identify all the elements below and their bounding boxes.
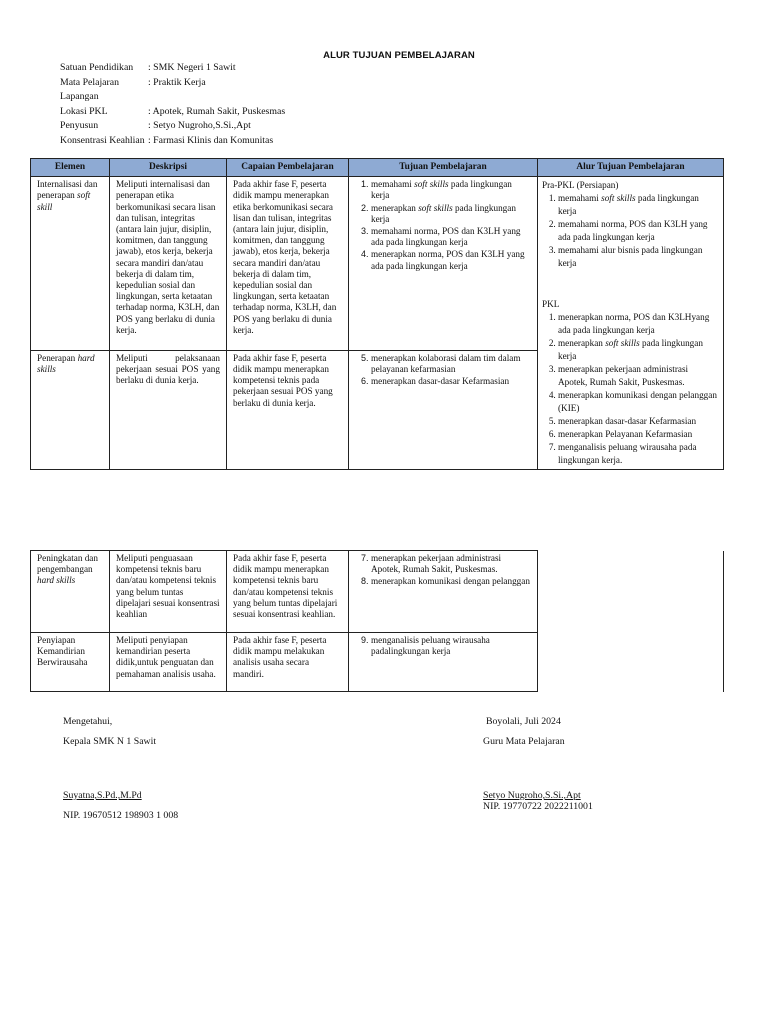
list-item: 2. memahami norma, POS dan K3LH yang ada pada lingkungan kerja — [558, 218, 717, 244]
list-item: 4. menerapkan norma, POS dan K3LH yang ada pada lingkungan kerja — [371, 249, 531, 271]
cell-tujuan — [349, 350, 538, 469]
list-item: 3. memahami alur bisnis pada lingkungan kerja — [558, 244, 717, 270]
cell-elemen: Internalisasi dan penerapan soft skill — [31, 177, 110, 351]
list-item: 1. menerapkan norma, POS dan K3LHyang ada pada lingkungan kerja — [558, 311, 717, 337]
meta-label: Satuan Pendidikan — [60, 62, 134, 73]
list-item: 9. menganalisis peluang wirausaha padalingkungan kerja — [371, 635, 531, 657]
cell-alur — [538, 177, 724, 470]
atp-table-part-2 — [30, 550, 724, 692]
cell-capaian: Pada akhir fase F, peserta didik mampu menerapkan kompetensi teknis baru dan/atau kompetensi teknis yang belum tuntas dipelajari sesuai konsentrasi keahlian. — [227, 551, 349, 633]
header-tujuan: Tujuan Pembelajaran — [349, 159, 538, 177]
atp-table-part-1 — [30, 158, 724, 470]
signature-left-greeting: Mengetahui, — [63, 716, 113, 727]
signature-right-nip: NIP. 19770722 2022211001 — [483, 801, 593, 812]
alur-pkl-list — [542, 311, 717, 467]
header-alur: Alur Tujuan Pembelajaran — [538, 159, 724, 177]
tujuan-list — [355, 553, 531, 588]
table-row — [31, 177, 724, 351]
cell-deskripsi: Meliputi penguasaan kompetensi teknis baru dan/atau kompetensi teknis yang belum tuntas dipelajari sesuai konsentrasi keahlian — [110, 551, 227, 633]
signature-left-nip: NIP. 19670512 198903 1 008 — [63, 810, 179, 821]
cell-deskripsi: Meliputi pelaksanaan pekerjaan sesuai POS yang berlaku di dunia kerja. — [110, 350, 227, 469]
list-item: 8. menerapkan komunikasi dengan pelanggan — [371, 576, 531, 587]
meta-label: Penyusun — [60, 120, 99, 132]
cell-capaian: Pada akhir fase F, peserta didik mampu menerapkan kompetensi teknis pada pekerjaan sesuai POS yang berlaku di dunia kerja. — [227, 350, 349, 469]
signature-right-name: Setyo Nugroho,S.Si.,Apt — [483, 790, 581, 801]
alur-pra-list — [542, 192, 717, 270]
tujuan-list — [355, 635, 531, 657]
cell-deskripsi: Meliputi internalisasi dan penerapan etika berkomunikasi secara lisan dan tulisan, integritas (antara lain jujur, disiplin, komitmen, dan tanggung jawab), etos kerja, bekerja secara mandiri dan/atau bekerja di dalam tim, kepedulian sosial dan lingkungan, serta ketaatan terhadap norma, K3LH, dan POS yang berlaku di dunia kerja. — [110, 177, 227, 351]
list-item: 4. menerapkan komunikasi dengan pelanggan (KIE) — [558, 389, 717, 415]
meta-label: Konsentrasi Keahlian — [60, 134, 145, 146]
list-item: 1. memahami soft skills pada lingkungan kerja — [371, 179, 531, 201]
header-elemen: Elemen — [31, 159, 110, 177]
cell-capaian: Pada akhir fase F, peserta didik mampu melakukan analisis usaha secara mandiri. — [227, 633, 349, 692]
meta-value: : Apotek, Rumah Sakit, Puskesmas — [148, 105, 286, 117]
table-row — [31, 551, 724, 633]
header-capaian: Capaian Pembelajaran — [227, 159, 349, 177]
list-item: 1. memahami soft skills pada lingkungan kerja — [558, 192, 717, 218]
cell-elemen: Penerapan hard skills — [31, 350, 110, 469]
list-item: 2. menerapkan soft skills pada lingkungan kerja — [371, 203, 531, 225]
header-deskripsi: Deskripsi — [110, 159, 227, 177]
cell-deskripsi: Meliputi penyiapan kemandirian peserta didik,untuk penguatan dan pemahaman analisis usaha. — [110, 633, 227, 692]
signature-left-name: Suyatna,S.Pd.,M.Pd — [63, 790, 142, 801]
cell-alur-empty — [538, 551, 724, 692]
list-item: 3. memahami norma, POS dan K3LH yang ada pada lingkungan kerja — [371, 226, 531, 248]
meta-value: : Farmasi Klinis dan Komunitas — [148, 134, 274, 146]
table-header-row — [31, 159, 724, 177]
list-item: 6. menerapkan dasar-dasar Kefarmasian — [371, 376, 531, 387]
document-title: ALUR TUJUAN PEMBELAJARAN — [323, 50, 475, 61]
list-item: 7. menerapkan pekerjaan administrasi Apotek, Rumah Sakit, Puskesmas. — [371, 553, 531, 575]
cell-elemen: Penyiapan Kemandirian Berwirausaha — [31, 633, 110, 692]
meta-label: Mata Pelajaran Lapangan — [60, 76, 120, 103]
meta-value: : Praktik Kerja — [148, 76, 206, 88]
list-item: 2. menerapkan soft skills pada lingkungan kerja — [558, 337, 717, 363]
list-item: 7. menganalisis peluang wirausaha pada lingkungan kerja. — [558, 441, 717, 467]
list-item: 6. menerapkan Pelayanan Kefarmasian — [558, 428, 717, 441]
alur-pra-heading: Pra-PKL (Persiapan) — [542, 180, 619, 191]
tujuan-list — [355, 179, 531, 272]
alur-pkl-heading: PKL — [542, 299, 560, 310]
list-item: 5. menerapkan kolaborasi dalam tim dalam pelayanan kefarmasian — [371, 353, 531, 375]
cell-elemen: Peningkatan dan pengembangan hard skills — [31, 551, 110, 633]
signature-left-role: Kepala SMK N 1 Sawit — [63, 736, 157, 747]
list-item: 5. menerapkan dasar-dasar Kefarmasian — [558, 415, 717, 428]
cell-tujuan — [349, 551, 538, 633]
meta-value: : Setyo Nugroho,S.Si.,Apt — [148, 120, 251, 132]
signature-right-place-date: Boyolali, Juli 2024 — [486, 716, 561, 727]
meta-label: Lokasi PKL — [60, 105, 108, 117]
cell-tujuan — [349, 177, 538, 351]
tujuan-list — [355, 353, 531, 388]
list-item: 3. menerapkan pekerjaan administrasi Apotek, Rumah Sakit, Puskesmas. — [558, 363, 717, 389]
cell-tujuan — [349, 633, 538, 692]
signature-right-role: Guru Mata Pelajaran — [483, 736, 565, 747]
cell-capaian: Pada akhir fase F, peserta didik mampu menerapkan etika berkomunikasi secara lisan dan tulisan, integritas (antara lain jujur, disiplin, komitmen, dan tanggung jawab), etos kerja, bekerja secara mandiri dan/atau bekerja di dalam tim, kepedulian sosial dan lingkungan, serta ketaatan terhadap norma, K3LH, dan POS yang berlaku di dunia kerja. — [227, 177, 349, 351]
meta-value: : SMK Negeri 1 Sawit — [148, 62, 236, 73]
